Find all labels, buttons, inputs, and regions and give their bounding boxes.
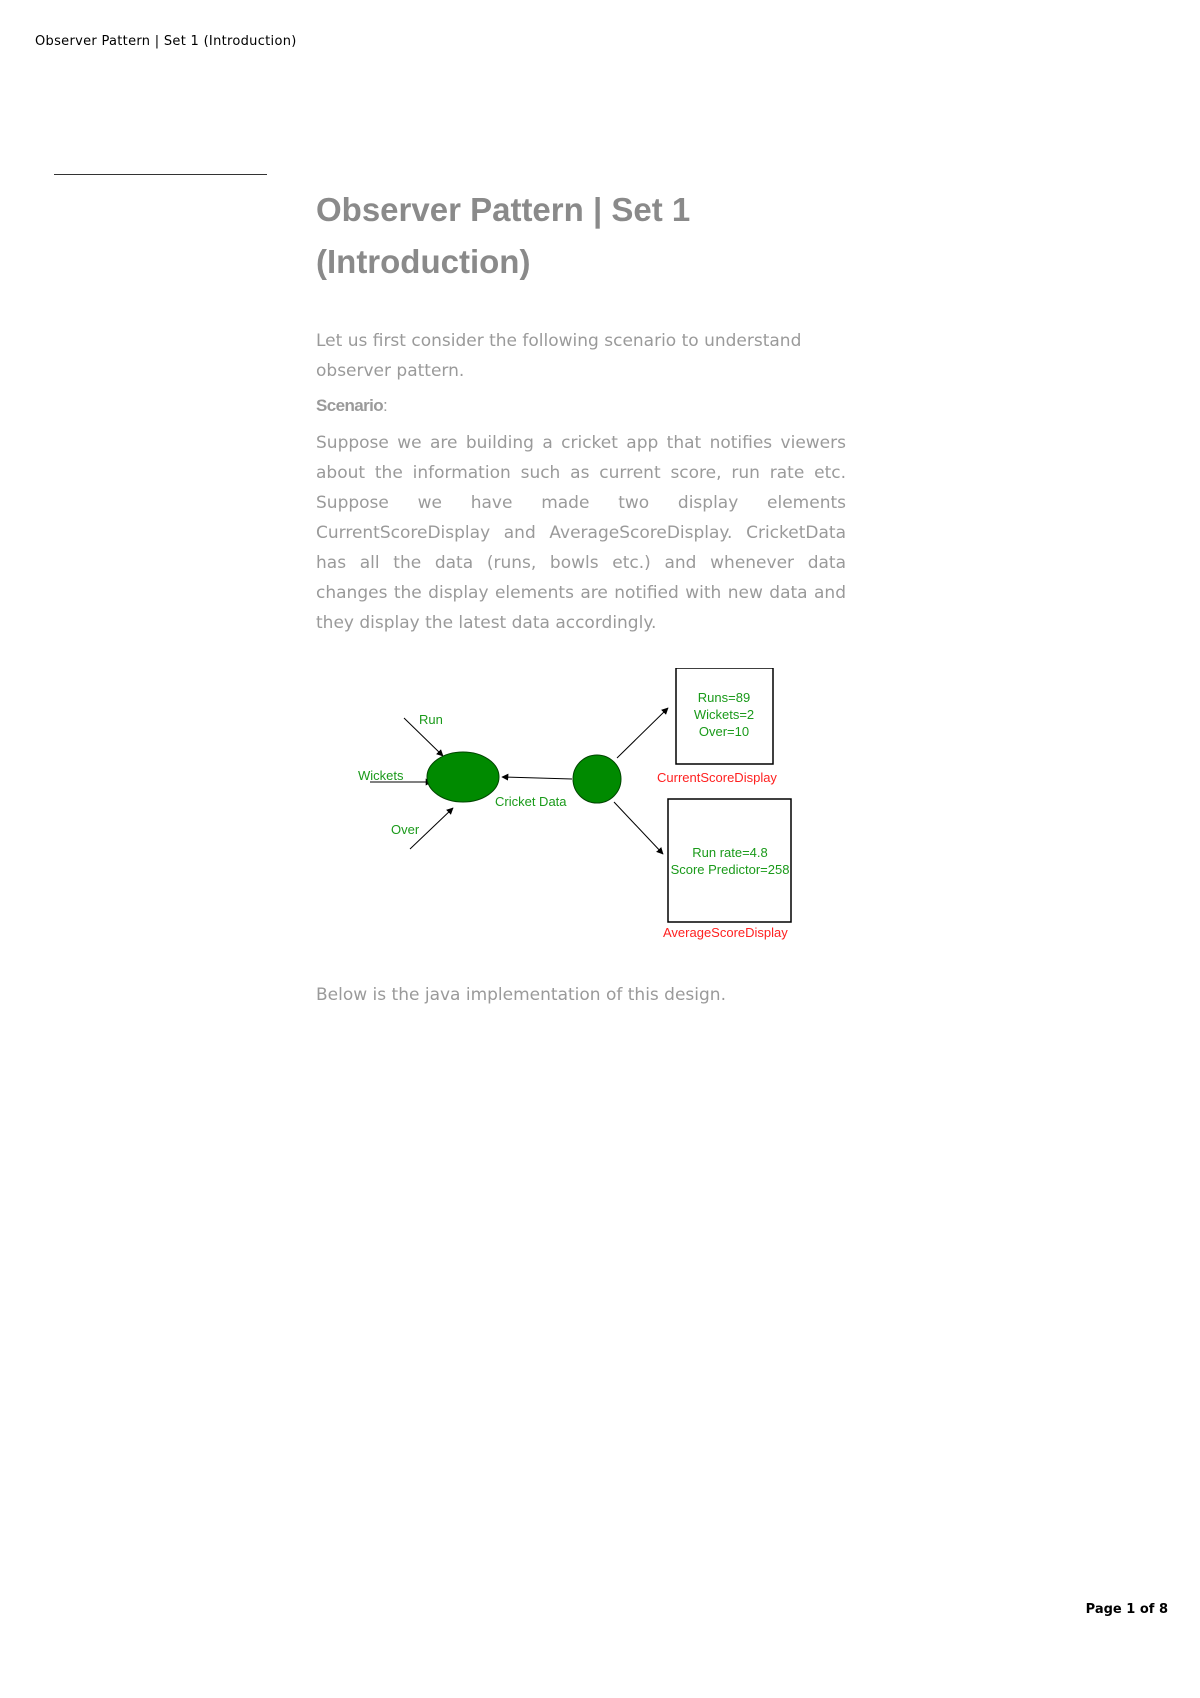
cricket-data-label: Cricket Data — [495, 794, 567, 809]
title-line-1: Observer Pattern | Set 1 — [316, 191, 691, 228]
scenario-colon: : — [383, 396, 388, 415]
intro-paragraph: Let us first consider the following scenario to understand observer pattern. — [316, 331, 802, 381]
divider-line — [54, 174, 267, 175]
current-wickets: Wickets=2 — [693, 707, 755, 722]
page-number: Page 1 of 8 — [1085, 1602, 1168, 1617]
article-title — [316, 184, 846, 288]
average-score-box — [668, 799, 791, 922]
observer-diagram — [350, 668, 830, 958]
current-runs: Runs=89 — [697, 690, 751, 705]
average-run-rate: Run rate=4.8 — [692, 845, 768, 860]
scenario-label: Scenario — [316, 396, 384, 415]
current-over: Over=10 — [698, 724, 750, 739]
wickets-label: Wickets — [358, 768, 404, 783]
scenario-paragraph: Suppose we are building a cricket app that notifies viewers about the information such as current score, run rate etc. Suppose we have made two display elements CurrentScoreDisplay and AverageScoreDisplay. CricketData has all the data (runs, bowls etc.) and whenever data changes the display elements are notified with new data and they display the latest data accordingly. — [316, 433, 846, 633]
title-line-2: (Introduction) — [316, 243, 531, 280]
to-average-arrow — [614, 802, 663, 854]
notify-arrow — [502, 777, 572, 779]
average-predictor: Score Predictor=258 — [670, 862, 790, 877]
current-display-label: CurrentScoreDisplay — [657, 770, 777, 785]
scenario-heading — [316, 396, 846, 416]
below-paragraph: Below is the java implementation of this design. — [316, 985, 726, 1005]
over-label: Over — [391, 822, 420, 837]
article-body — [316, 184, 846, 638]
cricket-data-node — [573, 755, 621, 803]
run-label: Run — [419, 712, 443, 727]
running-header: Observer Pattern | Set 1 (Introduction) — [35, 34, 297, 49]
to-current-arrow — [617, 708, 668, 758]
average-display-label: AverageScoreDisplay — [663, 925, 788, 940]
subject-ellipse — [427, 752, 499, 802]
